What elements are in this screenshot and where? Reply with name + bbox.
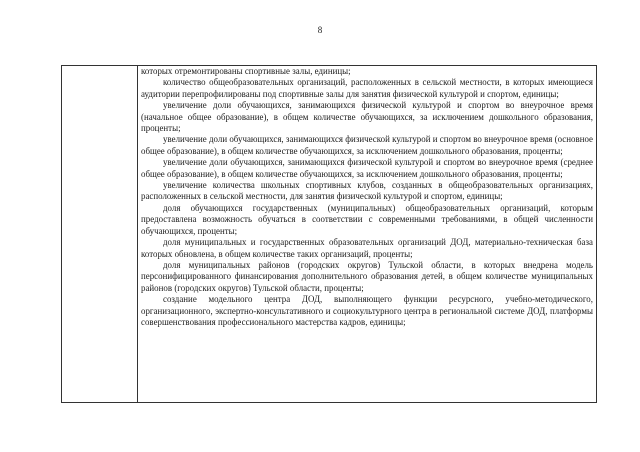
indicator-paragraph: доля обучающихся государственных (муниципальных) общеобразовательных организаций, которым предоставлена возможность обучаться в соответствии с современными требованиями, в общей численности обучающихся, проценты; — [141, 202, 593, 236]
indicator-paragraph: увеличение доли обучающихся, занимающихся физической культурой и спортом во внеурочное время (основное общее образование), в общем количестве обучающихся, за исключением дошкольного образования, проценты; — [141, 134, 593, 156]
page-number: 8 — [317, 25, 323, 35]
indicator-table — [61, 65, 597, 403]
indicator-paragraph: увеличение количества школьных спортивных клубов, созданных в общеобразовательных организациях, расположенных в сельской местности, для занятия физической культурой и спортом, единицы; — [141, 180, 593, 202]
indicator-paragraph: количество общеобразовательных организаций, расположенных в сельской местности, в которых имеющиеся аудитории перепрофилированы под спортивные залы для занятия физической культурой и спортом, единицы; — [141, 77, 593, 99]
indicator-paragraph: увеличение доли обучающихся, занимающихся физической культурой и спортом во внеурочное время (среднее общее образование), в общем количестве обучающихся, за исключением дошкольного образования, проценты; — [141, 157, 593, 179]
indicator-cell — [141, 66, 593, 328]
column-divider — [137, 66, 138, 402]
indicator-paragraph: доля муниципальных районов (городских округов) Тульской области, в которых внедрена модель персонифицированного финансирования дополнительного образования детей, в общем количестве муниципальных районов (городских округов) Тульской области, проценты; — [141, 259, 593, 293]
indicator-paragraph: создание модельного центра ДОД, выполняющего функции ресурсного, учебно-методического, организационного, экспертно-консультативного и социокультурного центра в региональной системе ДОД, платформы совершенствования профессионального мастерства кадров, единицы; — [141, 294, 593, 327]
indicator-paragraph: доля муниципальных и государственных образовательных организаций ДОД, материально-техническая база которых обновлена, в общем количестве таких организаций, проценты; — [141, 237, 593, 259]
indicator-paragraph: увеличение доли обучающихся, занимающихся физической культурой и спортом во внеурочное время (начальное общее образование), в общем количестве обучающихся, за исключением дошкольного образования, проценты; — [141, 100, 593, 134]
indicator-paragraph: которых отремонтированы спортивные залы, единицы; — [141, 66, 351, 76]
